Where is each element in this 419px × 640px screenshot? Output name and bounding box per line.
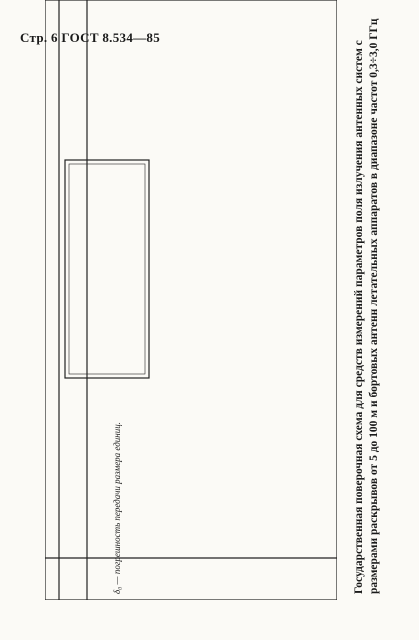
footnote: δ₀ — погрешность передачи размера единиц. <box>112 422 122 594</box>
caption-line-1: Государственная поверочная схема для средств измерений параметров поля излучения антенных систем с <box>353 40 365 594</box>
page-header: Стр. 6 ГОСТ 8.534—85 <box>20 30 161 45</box>
standard-box <box>65 160 149 378</box>
standard-inner-box <box>69 164 145 374</box>
level-label-state <box>46 550 338 600</box>
verification-scheme <box>45 0 337 600</box>
scheme-frame <box>45 0 337 600</box>
caption-line-2: размерами раскрывов от 5 до 100 м и бортовых антенн летательных аппаратов в диапазоне частот 0,3÷3,0 ГГц <box>368 18 380 594</box>
